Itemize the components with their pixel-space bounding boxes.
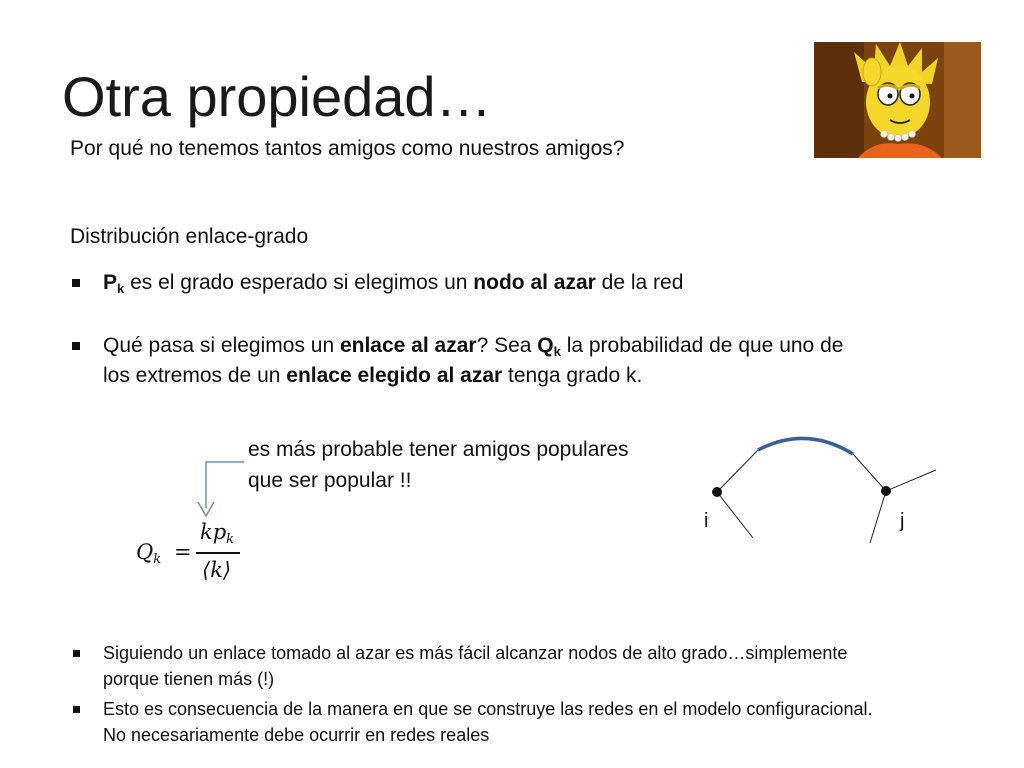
- bullet-text-line2: los extremos de un enlace elegido al azar tenga grado k.: [103, 364, 643, 387]
- bullet-text-line2: No necesariamente debe ocurrir en redes reales: [103, 725, 490, 745]
- cartoon-character-thinking-image: [814, 42, 981, 158]
- bullet-square-icon: [72, 279, 80, 287]
- node-i-label: i: [704, 510, 709, 532]
- formula-lhs: $Q_k$: [136, 540, 162, 567]
- formula-numerator: $kp_k$: [200, 520, 235, 547]
- graph-edge: [717, 450, 758, 492]
- slide-title: Otra propiedad…: [62, 65, 492, 128]
- bullet-text-line1: Siguiendo un enlace tomado al azar es más fácil alcanzar nodos de alto grado…simplemente: [103, 643, 848, 663]
- graph-edge: [717, 492, 753, 538]
- slide-subtitle: Por qué no tenemos tantos amigos como nuestros amigos?: [70, 137, 625, 160]
- bullet-square-icon: [73, 706, 80, 713]
- link-graph-diagram: [690, 425, 950, 550]
- section-heading: Distribución enlace-grado: [70, 225, 309, 248]
- bullet-text: $P_k$ es el grado esperado si elegimos un nodo al azar de la red: [103, 271, 684, 296]
- bullet-text-line1: Esto es consecuencia de la manera en que se construye las redes en el modelo configuracional.: [103, 699, 873, 719]
- formula-fraction-bar: [196, 552, 240, 554]
- arrow-line: [206, 462, 244, 508]
- node-j: [881, 486, 891, 496]
- formula-equals: =: [174, 540, 192, 564]
- formula-qk: [136, 520, 254, 590]
- note-line1: es más probable tener amigos populares: [248, 438, 629, 461]
- formula-denominator: ⟨k⟩: [202, 558, 232, 582]
- highlighted-link: [758, 438, 853, 454]
- bullet-square-icon: [72, 342, 80, 350]
- node-i: [712, 487, 722, 497]
- node-j-label: j: [900, 510, 905, 532]
- cartoon-character-image: [814, 42, 981, 158]
- popular-friends-note: [248, 434, 629, 496]
- bullet-text-line1: Qué pasa si elegimos un enlace al azar? Sea $Q_k$ la probabilidad de que uno de: [103, 334, 844, 359]
- graph-edge: [853, 454, 886, 491]
- arrow-to-formula: [196, 452, 246, 520]
- graph-edge: [886, 470, 936, 491]
- note-line2: que ser popular !!: [248, 469, 412, 492]
- graph-edge: [870, 491, 886, 543]
- bullet-text-line2: porque tienen más (!): [103, 669, 275, 689]
- bullet-square-icon: [73, 650, 80, 657]
